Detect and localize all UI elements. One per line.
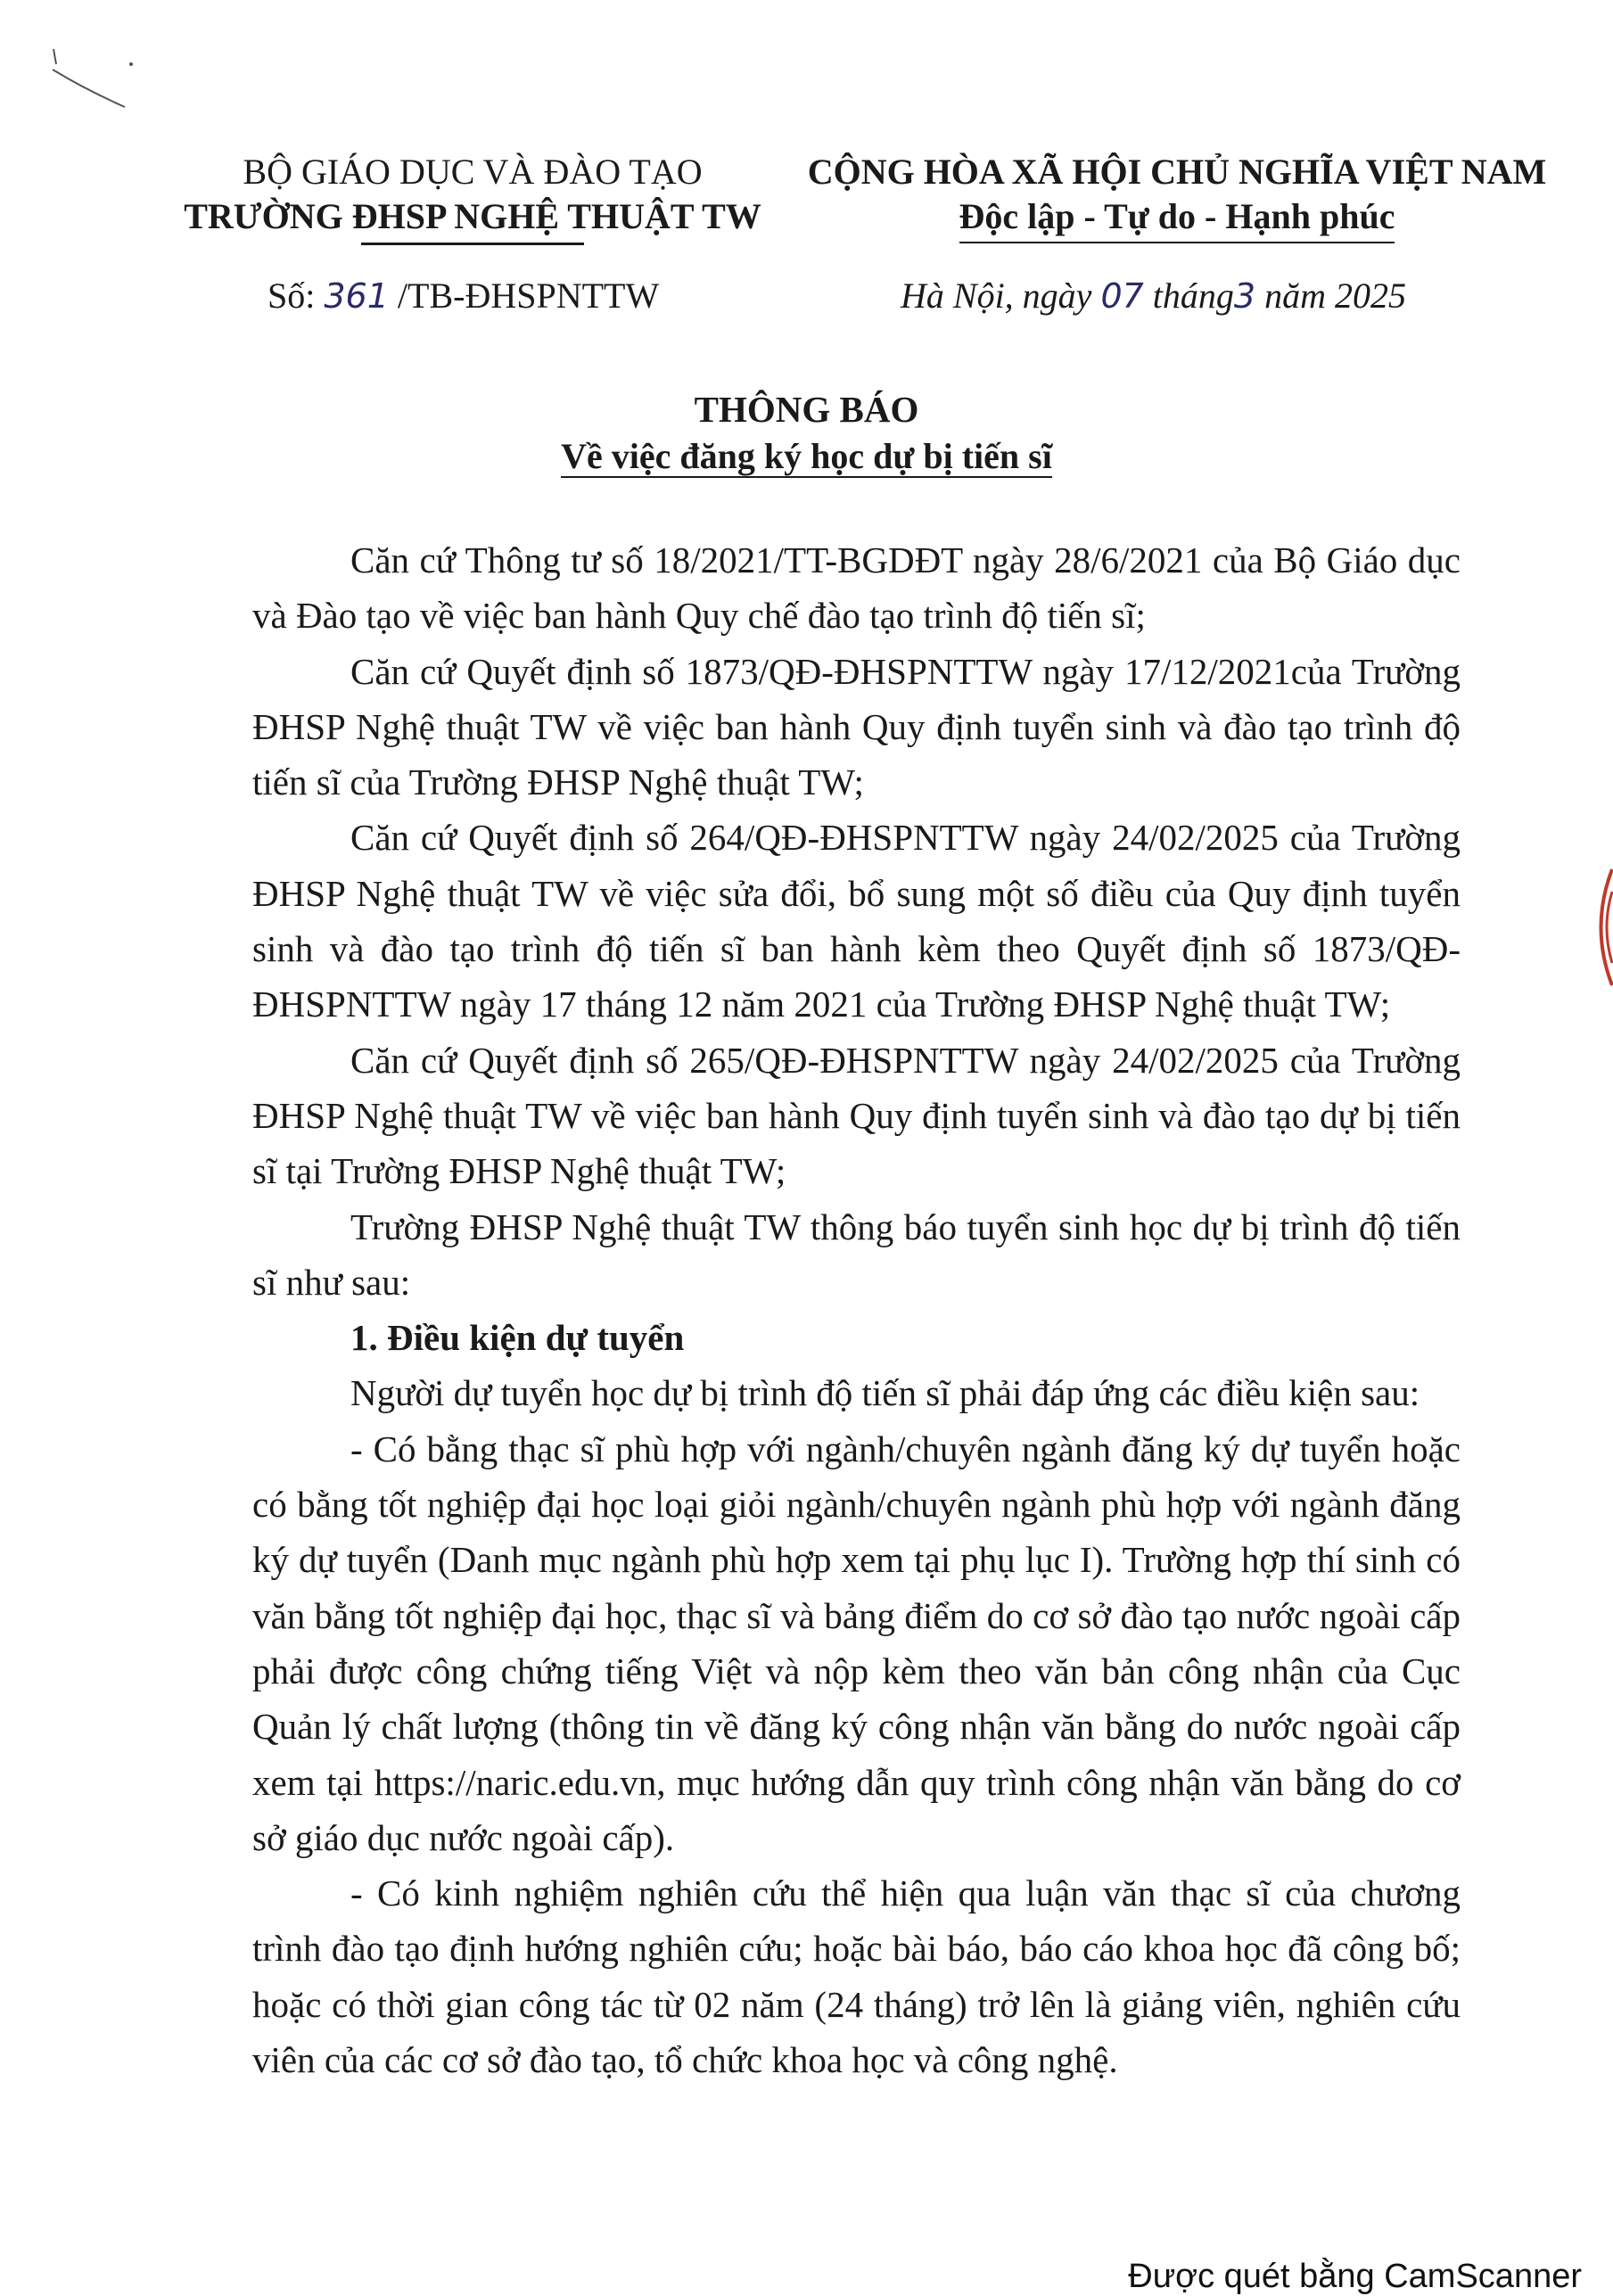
section-intro: Người dự tuyển học dự bị trình độ tiến sĩ phải đáp ứng các điều kiện sau: [350, 1372, 1420, 1414]
document-subtitle [0, 435, 1613, 477]
national-heading-block [802, 150, 1551, 243]
school-name: TRƯỜNG ĐHSP NGHỆ THUẬT TW [184, 196, 761, 236]
date-year: năm 2025 [1264, 276, 1406, 316]
scanner-watermark: Được quét bằng CamScanner [1128, 2258, 1582, 2295]
date-prefix: Hà Nội, ngày [901, 276, 1092, 316]
doc-number-prefix: Số: [267, 276, 316, 316]
national-motto: Độc lập - Tự do - Hạnh phúc [959, 194, 1395, 243]
announcement-paragraph: Trường ĐHSP Nghệ thuật TW thông báo tuyển sinh học dự bị trình độ tiến sĩ như sau: [252, 1206, 1461, 1303]
legal-basis-paragraph: Căn cứ Quyết định số 264/QĐ-ĐHSPNTTW ngày 24/02/2025 của Trường ĐHSP Nghệ thuật TW về việc sửa đổi, bổ sung một số điều của Quy định tuyển sinh và đào tạo trình độ tiến sĩ ban hành kèm theo Quyết định số 1873/QĐ-ĐHSPNTTW ngày 17 tháng 12 năm 2021 của Trường ĐHSP Nghệ thuật TW; [252, 817, 1461, 1025]
document-title: THÔNG BÁO [694, 389, 919, 430]
scan-artifact-mark [49, 45, 138, 116]
doc-number-handwritten: 361 [324, 276, 389, 316]
ministry-name: BỘ GIÁO DỤC VÀ ĐÀO TẠO [243, 152, 703, 192]
document-subtitle-text: Về việc đăng ký học dự bị tiến sĩ [561, 436, 1052, 476]
legal-basis-paragraph: Căn cứ Thông tư số 18/2021/TT-BGDĐT ngày 28/6/2021 của Bộ Giáo dục và Đào tạo về việc ban hành Quy chế đào tạo trình độ tiến sĩ; [252, 539, 1461, 637]
date-month-label: tháng [1152, 276, 1234, 316]
document-date [901, 275, 1406, 317]
stamp-edge-mark [1585, 865, 1613, 990]
condition-item: - Có kinh nghiệm nghiên cứu thể hiện qua luận văn thạc sĩ của chương trình đào tạo định hướng nghiên cứu; hoặc bài báo, báo cáo khoa học đã công bố; hoặc có thời gian công tác từ 02 năm (24 tháng) trở lên là giảng viên, nghiên cứu viên của các cơ sở đào tạo, tổ chức khoa học và công nghệ. [252, 1872, 1461, 2081]
condition-item: - Có bằng thạc sĩ phù hợp với ngành/chuyên ngành đăng ký dự tuyển hoặc có bằng tốt nghiệp đại học loại giỏi ngành/chuyên ngành phù hợp với ngành đăng ký dự tuyển (Danh mục ngành phù hợp xem tại phụ lục I). Trường hợp thí sinh có văn bằng tốt nghiệp đại học, thạc sĩ và bảng điểm do cơ sở đào tạo nước ngoài cấp phải được công chứng tiếng Việt và nộp kèm theo văn bản công nhận của Cục Quản lý chất lượng (thông tin về đăng ký công nhận văn bằng do nước ngoài cấp xem tại https://naric.edu.vn, mục hướng dẫn quy trình công nhận văn bằng do cơ sở giáo dục nước ngoài cấp). [252, 1428, 1461, 1858]
issuer-underline [361, 243, 584, 245]
legal-basis-paragraph: Căn cứ Quyết định số 265/QĐ-ĐHSPNTTW ngày 24/02/2025 của Trường ĐHSP Nghệ thuật TW về việc ban hành Quy định tuyển sinh và đào tạo dự bị tiến sĩ tại Trường ĐHSP Nghệ thuật TW; [252, 1039, 1461, 1192]
document-number [267, 275, 659, 317]
doc-number-suffix: /TB-ĐHSPNTTW [397, 276, 660, 316]
document-body [252, 532, 1461, 2087]
nation-name: CỘNG HÒA XÃ HỘI CHỦ NGHĨA VIỆT NAM [807, 152, 1547, 192]
section-heading: 1. Điều kiện dự tuyển [350, 1317, 685, 1359]
issuer-block [152, 150, 794, 245]
date-month-handwritten: 3 [1233, 276, 1256, 316]
date-day-handwritten: 07 [1100, 276, 1144, 316]
legal-basis-paragraph: Căn cứ Quyết định số 1873/QĐ-ĐHSPNTTW ngày 17/12/2021của Trường ĐHSP Nghệ thuật TW về việc ban hành Quy định tuyển sinh và đào tạo trình độ tiến sĩ của Trường ĐHSP Nghệ thuật TW; [252, 650, 1461, 803]
